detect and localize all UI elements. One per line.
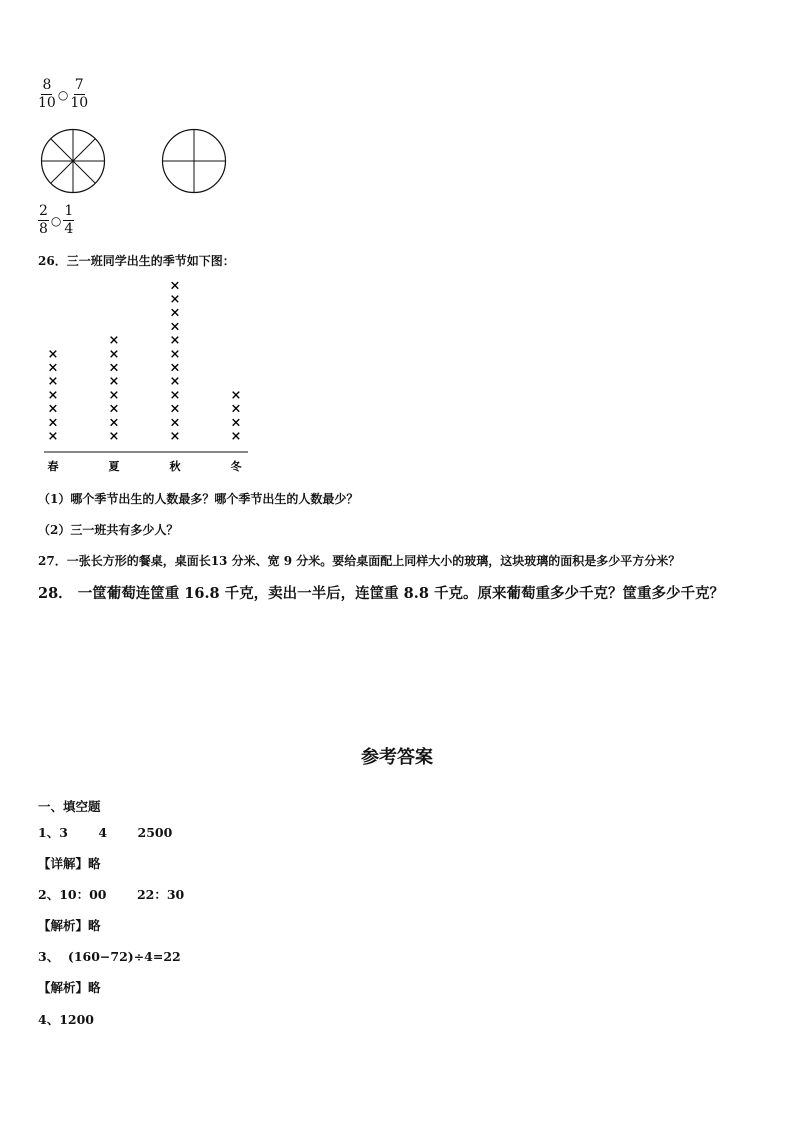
fraction-left: $\frac{8}{10}$ — [38, 77, 56, 111]
tally-mark: × — [108, 387, 120, 403]
season-label: 夏 — [108, 460, 120, 473]
answers-section-heading: 一、填空题 — [38, 799, 101, 814]
answer-line: 【解析】略 — [38, 918, 101, 933]
answer-line: 1、3 4 2500 — [38, 825, 173, 840]
fraction-compare-top — [38, 77, 88, 112]
tally-mark: × — [230, 401, 242, 417]
fraction-compare-bottom — [38, 203, 74, 238]
tally-mark: × — [169, 360, 181, 376]
answer-line: 【解析】略 — [38, 980, 101, 995]
answer-line: 3、 (160−72)÷4=22 — [38, 949, 181, 964]
fraction-right: $\frac{7}{10}$ — [70, 77, 89, 111]
question-26-sub1: （1）哪个季节出生的人数最多？哪个季节出生的人数最少？ — [38, 492, 359, 506]
tally-mark: × — [47, 415, 59, 431]
tally-mark: × — [47, 401, 59, 417]
answers-title: 参考答案 — [361, 747, 433, 768]
tally-mark: × — [230, 415, 242, 431]
compare-circle[interactable]: ○ — [50, 213, 62, 228]
season-label: 冬 — [230, 460, 242, 473]
fraction-left: $\frac{2}{8}$ — [39, 203, 48, 237]
tally-mark: × — [169, 429, 181, 444]
question-26-sub2: （2）三一班共有多少人？ — [38, 523, 179, 537]
tally-mark: × — [47, 346, 59, 362]
tally-mark: × — [108, 429, 120, 444]
fraction-right: $\frac{1}{4}$ — [64, 203, 74, 237]
season-label: 春 — [47, 460, 59, 473]
answer-line: 4、1200 — [38, 1012, 94, 1027]
tally-mark: × — [169, 346, 181, 362]
question-27: 27．一张长方形的餐桌，桌面长13 分米、宽 9 分米。要给桌面配上同样大小的玻璃，这块玻璃的面积是多少平方分米？ — [38, 554, 681, 568]
tally-mark: × — [108, 415, 120, 431]
tally-mark: × — [169, 401, 181, 417]
tally-mark: × — [169, 415, 181, 431]
tally-mark: × — [108, 333, 120, 349]
tally-mark: × — [230, 429, 242, 444]
tally-mark: × — [47, 374, 59, 390]
season-pictograph — [36, 278, 256, 478]
tally-mark: × — [169, 305, 181, 321]
season-label: 秋 — [169, 460, 181, 473]
tally-mark: × — [108, 401, 120, 417]
compare-circle[interactable]: ○ — [57, 87, 69, 102]
tally-mark: × — [47, 387, 59, 403]
tally-mark: × — [169, 292, 181, 307]
tally-mark: × — [169, 333, 181, 349]
answer-line: 2、10：00 22：30 — [38, 887, 185, 902]
tally-mark: × — [169, 387, 181, 403]
tally-mark: × — [47, 429, 59, 444]
tally-mark: × — [230, 387, 242, 403]
tally-mark: × — [169, 319, 181, 335]
circle-quarters — [161, 128, 227, 194]
question-26: 26．三一班同学出生的季节如下图： — [38, 254, 235, 268]
circle-eighths — [40, 128, 106, 194]
tally-mark: × — [47, 360, 59, 376]
tally-mark: × — [108, 374, 120, 390]
question-28: 28． 一筐葡萄连筐重 16.8 千克，卖出一半后，连筐重 8.8 千克。原来葡萄重多少千克？筐重多少千克？ — [38, 585, 724, 602]
tally-mark: × — [169, 374, 181, 390]
tally-mark: × — [108, 360, 120, 376]
tally-mark: × — [169, 278, 181, 294]
tally-mark: × — [108, 346, 120, 362]
answer-line: 【详解】略 — [38, 856, 101, 871]
